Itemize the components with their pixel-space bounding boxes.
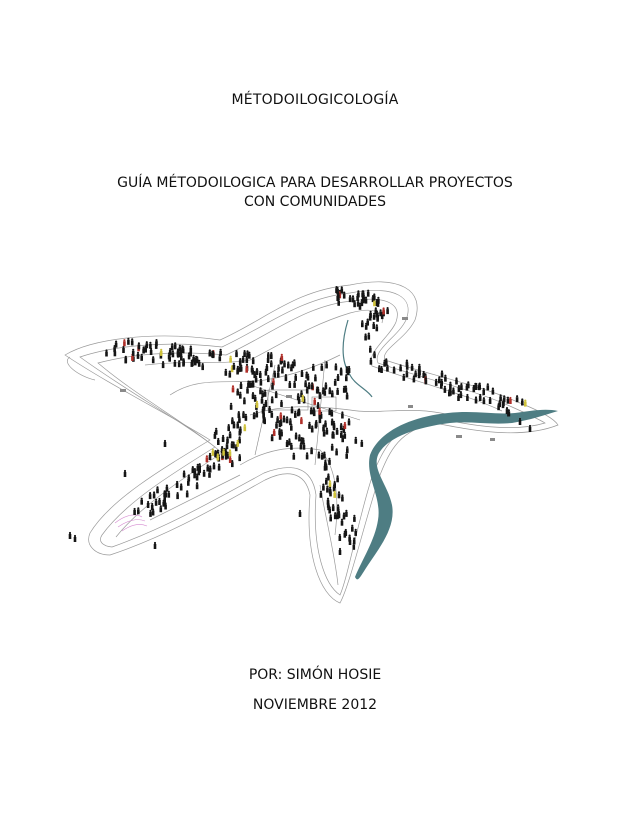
creek — [343, 320, 372, 397]
document-subtitle — [0, 174, 630, 212]
community-figure-illustration — [50, 265, 570, 610]
site-contours — [65, 282, 558, 603]
date-line: NOVIEMBRE 2012 — [252, 697, 378, 713]
subtitle-line-2: CON COMUNIDADES — [243, 194, 387, 210]
author-line: POR: SIMÓN HOSIE — [248, 667, 382, 683]
subtitle-line-1: GUÍA MÉTODOILOGICA PARA DESARROLLAR PROYECTOS — [117, 175, 513, 191]
document-title: MÉTODOILOGICOLOGÍA — [231, 92, 399, 108]
pink-sketch — [115, 515, 147, 531]
